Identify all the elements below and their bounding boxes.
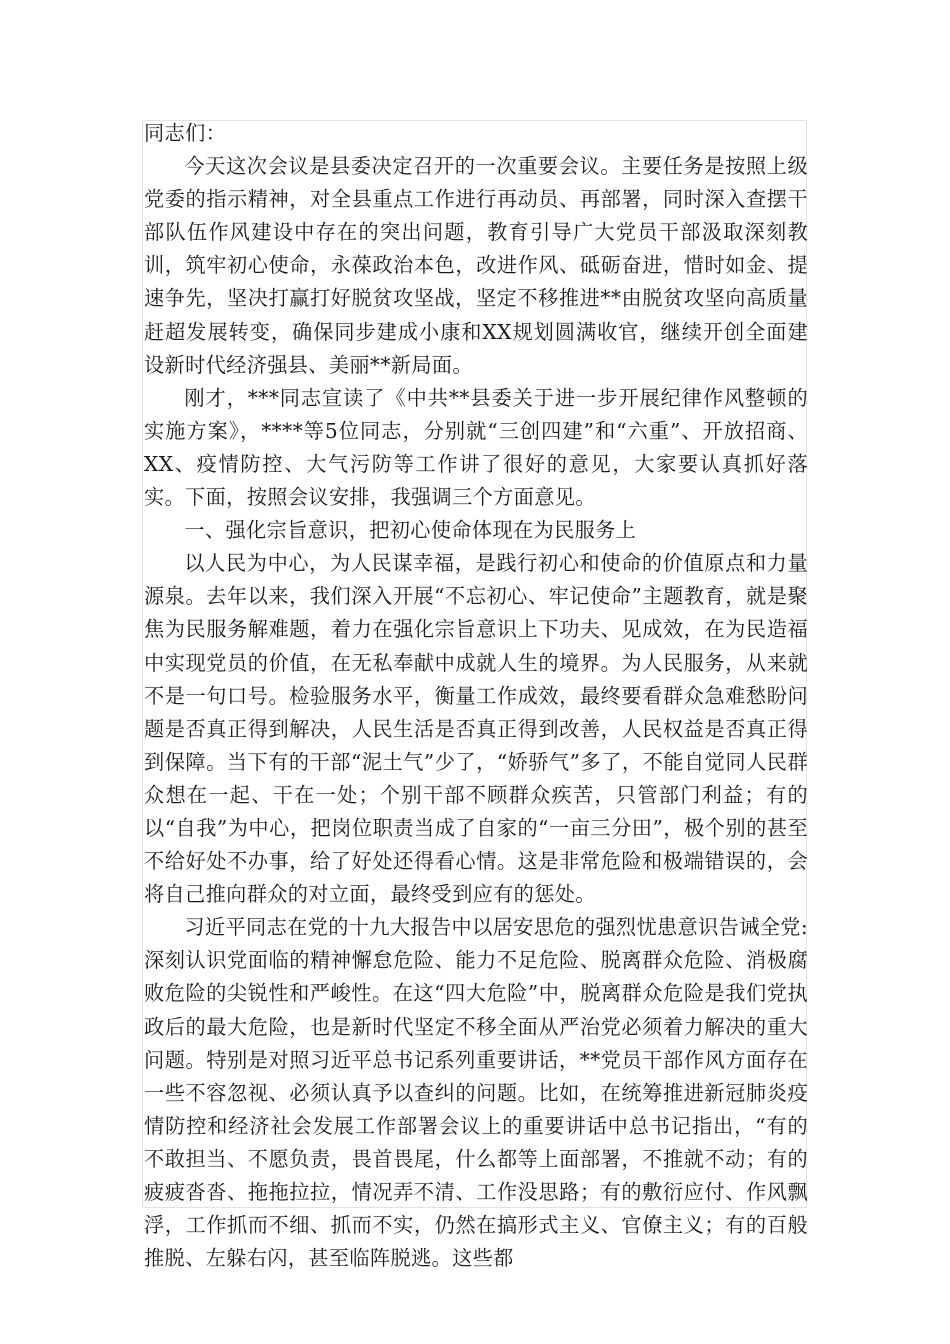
salutation: 同志们： [144,121,227,145]
document-body [144,117,808,1275]
paragraph-people-centered: 以人民为中心，为人民谋幸福，是践行初心和使命的价值原点和力量源泉。去年以来，我们深入开展“不忘初心、牢记使命”主题教育，就是聚焦为民服务解难题，着力在强化宗旨意识上下功夫、见成效，在为民造福中实现党员的价值，在无私奉献中成就人生的境界。为人民服务，从来就不是一句口号。检验服务水平，衡量工作成效，最终要看群众急难愁盼问题是否真正得到解决，人民生活是否真正得到改善，人民权益是否真正得到保障。当下有的干部“泥土气”少了，“娇骄气”多了，不能自觉同人民群众想在一起、干在一处；个别干部不顾群众疾苦，只管部门利益；有的以“自我”为中心，把岗位职责当成了自家的“一亩三分田”，极个别的甚至不给好处不办事，给了好处还得看心情。这是非常危险和极端错误的，会将自己推向群众的对立面，最终受到应有的惩处。 [144,551,808,907]
section-heading-1: 一、强化宗旨意识，把初心使命体现在为民服务上 [184,518,637,543]
paragraph-four-dangers: 习近平同志在党的十九大报告中以居安思危的强烈忧患意识告诫全党:深刻认识党面临的精神懈怠危险、能力不足危险、脱离群众危险、消极腐败危险的尖锐性和严峻性。在这“四大危险”中，脱离群众危险是我们党执政后的最大危险，也是新时代坚定不移全面从严治党必须着力解决的重大问题。特别是对照习近平总书记系列重要讲话，**党员干部作风方面存在一些不容忽视、必须认真予以查纠的问题。比如，在统筹推进新冠肺炎疫情防控和经济社会发展工作部署会议上的重要讲话中总书记指出，“有的不敢担当、不愿负责，畏首畏尾，什么都等上面部署，不推就不动；有的疲疲沓沓、拖拖拉拉，情况弄不清、工作没思路；有的敷衍应付、作风飘浮，工作抓而不细、抓而不实，仍然在搞形式主义、官僚主义；有的百般推脱、左躲右闪，甚至临阵脱逃。这些都 [144,915,808,1271]
paragraph-opening: 今天这次会议是县委决定召开的一次重要会议。主要任务是按照上级党委的指示精神，对全县重点工作进行再动员、再部署，同时深入查摆干部队伍作风建设中存在的突出问题，教育引导广大党员干部汲取深刻教训，筑牢初心使命，永葆政治本色，改进作风、砥砺奋进，惜时如金、提速争先，坚决打赢打好脱贫攻坚战，坚定不移推进**由脱贫攻坚向高质量赶超发展转变，确保同步建成小康和XX规划圆满收官，继续开创全面建设新时代经济强县、美丽**新局面。 [144,154,808,377]
paragraph-agenda: 刚才，***同志宣读了《中共**县委关于进一步开展纪律作风整顿的实施方案》，****等5位同志，分别就“三创四建”和“六重”、开放招商、XX、疫情防控、大气污防等工作讲了很好的意见，大家要认真抓好落实。下面，按照会议安排，我强调三个方面意见。 [144,385,808,510]
